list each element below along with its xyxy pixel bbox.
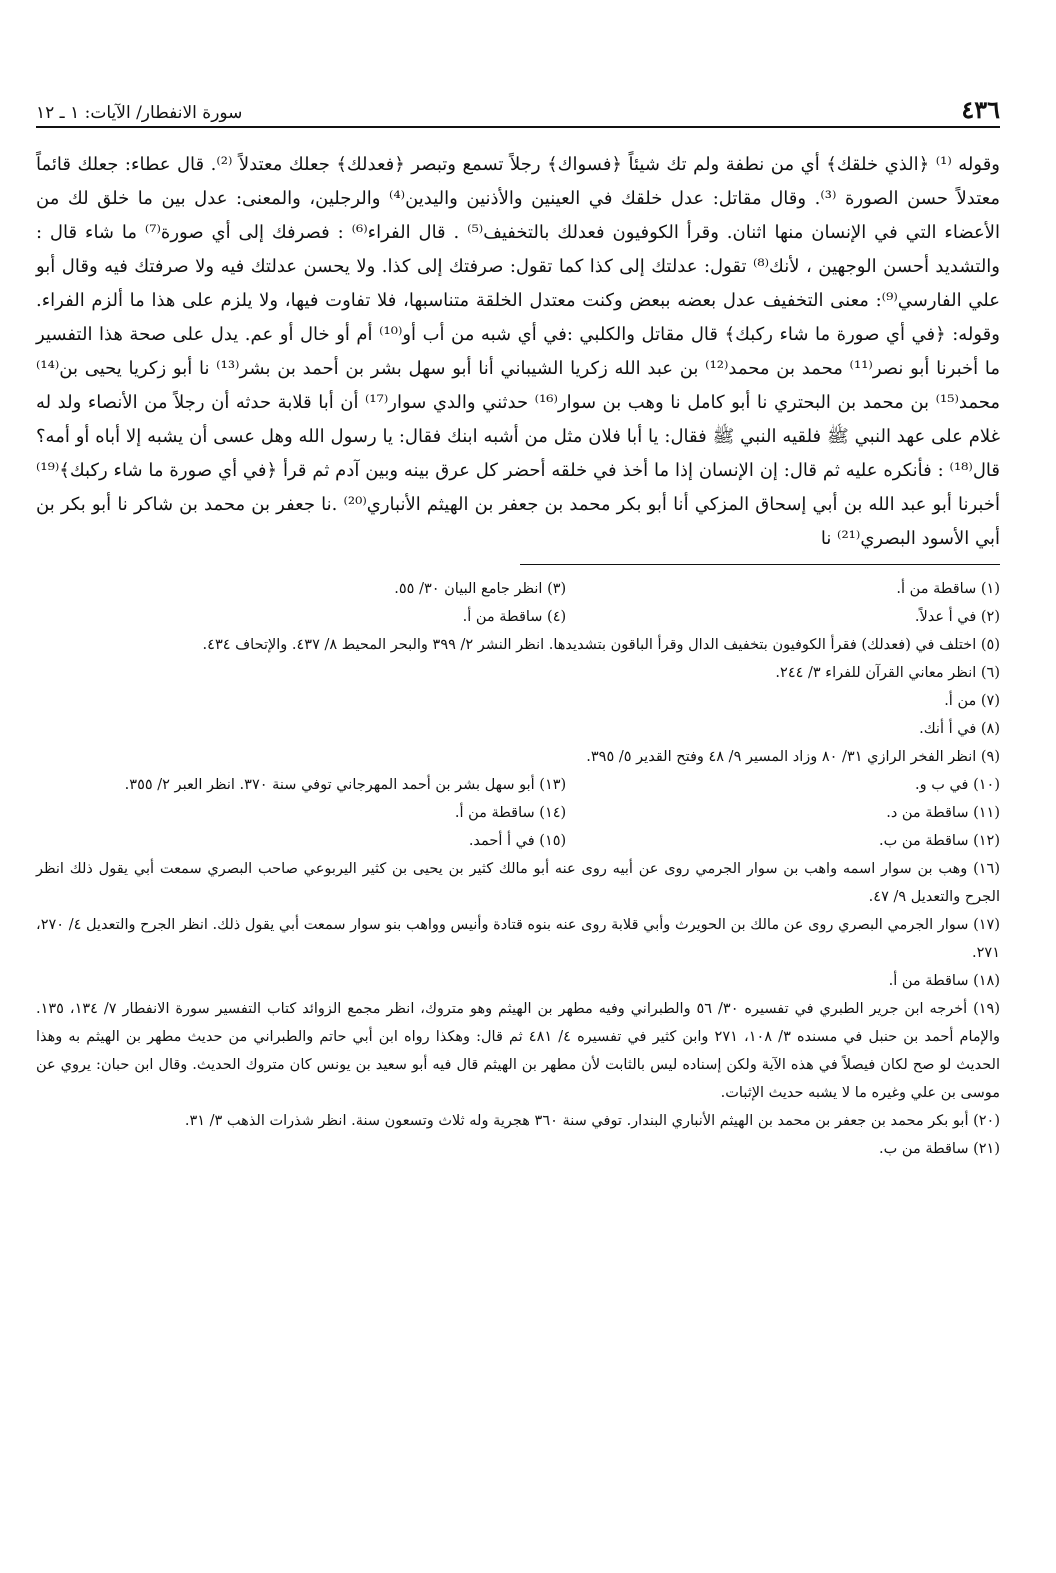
footnote-row xyxy=(36,575,1000,603)
footnote-21: (٢١) ساقطة من ب. xyxy=(879,1141,1000,1157)
footnotes xyxy=(36,575,1000,1163)
footnote-11: (١١) ساقطة من د. xyxy=(886,805,1000,821)
footnote-1: (١) ساقطة من أ. xyxy=(896,581,1000,597)
footnote-row xyxy=(36,827,1000,855)
footnote-3: (٣) انظر جامع البيان ٣٠/ ٥٥. xyxy=(394,581,567,597)
footnote-7: (٧) من أ. xyxy=(944,693,1000,709)
footnote-row xyxy=(36,771,1000,799)
main-text xyxy=(36,148,1000,556)
footnote-14: (١٤) ساقطة من أ. xyxy=(454,805,567,821)
footnote-15: (١٥) في أ أحمد. xyxy=(468,833,567,849)
footnote-4: (٤) ساقطة من أ. xyxy=(462,609,567,625)
page xyxy=(36,88,1000,1163)
footnote-19: (١٩) أخرجه ابن جرير الطبري في تفسيره ٣٠/ ٥٦ والطبراني وفيه مطهر بن الهيثم وهو متروك، انظر مجمع الزوائد كتاب التفسير سورة الانفطار ٧/ ١٣٤، ١٣٥. والإمام أحمد بن حنبل في مسنده ٣/ ١٠٨، ٢٧١ وابن كثير في تفسيره ٤/ ٤٨١ ثم قال: وهكذا رواه ابن أبي حاتم والطبراني من حديث مطهر بن الهيثم به وهذا الحديث لو صح لكان فيصلاً في هذه الآية ولكن إسناده ليس بالثابت لأن مطهر بن الهيثم قال فيه أبو سعيد بن يونس كان متروك الحديث. وقال ابن حبان: يروي عن موسى بن علي وغيره ما لا يشبه حديث الإثبات. xyxy=(36,1001,1001,1101)
footnote-9: (٩) انظر الفخر الرازي ٣١/ ٨٠ وزاد المسير ٩/ ٤٨ وفتح القدير ٥/ ٣٩٥. xyxy=(586,749,1000,765)
footnote-16: (١٦) وهب بن سوار اسمه واهب بن سوار الجرمي روى عن أبيه روى عنه أبو مالك كثير بن يحيى بن كثير اليربوعي صاحب البصري سمعت أبي يقول ذلك انظر الجرح والتعديل ٩/ ٤٧. xyxy=(36,861,1000,905)
page-header xyxy=(36,88,1000,128)
footnote-row xyxy=(36,603,1000,631)
footnote-8: (٨) في أ أنك. xyxy=(919,721,1000,737)
footnote-separator xyxy=(520,564,1000,565)
footnote-18: (١٨) ساقطة من أ. xyxy=(888,973,1000,989)
footnote-10: (١٠) في ب و. xyxy=(914,777,1000,793)
running-title: سورة الانفطار/ الآيات: ١ ـ ١٢ xyxy=(36,103,243,123)
footnote-2: (٢) في أ عدلاً. xyxy=(914,609,1000,625)
footnote-6: (٦) انظر معاني القرآن للفراء ٣/ ٢٤٤. xyxy=(775,665,1000,681)
page-number: ٤٣٦ xyxy=(961,95,1000,124)
footnote-5: (٥) اختلف في (فعدلك) فقرأ الكوفيون بتخفيف الدال وقرأ الباقون بتشديدها. انظر النشر ٢/ ٣٩٩ والبحر المحيط ٨/ ٤٣٧. والإتحاف ٤٣٤. xyxy=(202,637,1000,653)
footnote-row xyxy=(36,799,1000,827)
footnote-20: (٢٠) أبو بكر محمد بن جعفر بن محمد بن الهيثم الأنباري البندار. توفي سنة ٣٦٠ هجرية وله ثلاث وتسعون سنة. انظر شذرات الذهب ٣/ ٣١. xyxy=(184,1113,1000,1129)
footnote-13: (١٣) أبو سهل بشر بن أحمد المهرجاني توفي سنة ٣٧٠. انظر العبر ٢/ ٣٥٥. xyxy=(124,777,567,793)
body-paragraph: وقوله ⁽¹⁾ ﴿الذي خلقك﴾ أي من نطفة ولم تك شيئاً ﴿فسواك﴾ رجلاً تسمع وتبصر ﴿فعدلك﴾ جعلك معتدلاً ⁽²⁾. قال عطاء: جعلك قائماً معتدلاً حسن الصورة ⁽³⁾. وقال مقاتل: عدل خلقك في العينين والأذنين واليدين⁽⁴⁾ والرجلين، والمعنى: عدل بين ما خلق لك من الأعضاء التي في الإنسان منها اثنان. وقرأ الكوفيون فعدلك بالتخفيف⁽⁵⁾ . قال الفراء⁽⁶⁾ : فصرفك إلى أي صورة⁽⁷⁾ ما شاء قال : والتشديد أحسن الوجهين ، لأنك⁽⁸⁾ تقول: عدلتك إلى كذا كما تقول: صرفتك إلى كذا. ولا يحسن عدلتك فيه ولا صرفتك فيه وقال أبو علي الفارسي⁽⁹⁾: معنى التخفيف عدل بعضه ببعض وكنت معتدل الخلقة متناسبها، فلا تفاوت فيها، ولا يلزم على هذا ما ألزم الفراء. وقوله: ﴿في أي صورة ما شاء ركبك﴾ قال مقاتل والكلبي :في أي شبه من أب أو⁽¹⁰⁾ أم أو خال أو عم. يدل على صحة هذا التفسير ما أخبرنا أبو نصر⁽¹¹⁾ محمد بن محمد⁽¹²⁾ بن عبد الله زكريا الشيباني أنا أبو سهل بشر بن أحمد بن بشر⁽¹³⁾ نا أبو زكريا يحيى بن⁽¹⁴⁾ محمد⁽¹⁵⁾ بن محمد بن البحتري نا أبو كامل نا وهب بن سوار⁽¹⁶⁾ حدثني والدي سوار⁽¹⁷⁾ أن أبا قلابة حدثه أن رجلاً من الأنصاء ولد له غلام على عهد النبي ﷺ فلقيه النبي ﷺ فقال: يا أبا فلان مثل من أشبه ابنك فقال: يا رسول الله وهل عسى أن يشبه إلا أباه أو أمه؟ قال⁽¹⁸⁾ : فأنكره عليه ثم قال: إن الإنسان إذا ما أخذ في خلقه أحضر كل عرق بينه وبين آدم ثم قرأ ﴿في أي صورة ما شاء ركبك﴾⁽¹⁹⁾ أخبرنا أبو عبد الله بن أبي إسحاق المزكي أنا أبو بكر محمد بن جعفر بن الهيثم الأنباري⁽²⁰⁾ .نا جعفر بن محمد بن شاكر نا أبو بكر بن أبي الأسود البصري⁽²¹⁾ نا xyxy=(36,154,1000,549)
footnote-17: (١٧) سوار الجرمي البصري روى عن مالك بن الحويرث وأبي قلابة روى عنه بنوه قتادة وأنيس وواهب بنو سوار سمعت أبي يقول ذلك. انظر الجرح والتعديل ٤/ ٢٧٠، ٢٧١. xyxy=(36,917,1000,961)
footnote-12: (١٢) ساقطة من ب. xyxy=(879,833,1000,849)
